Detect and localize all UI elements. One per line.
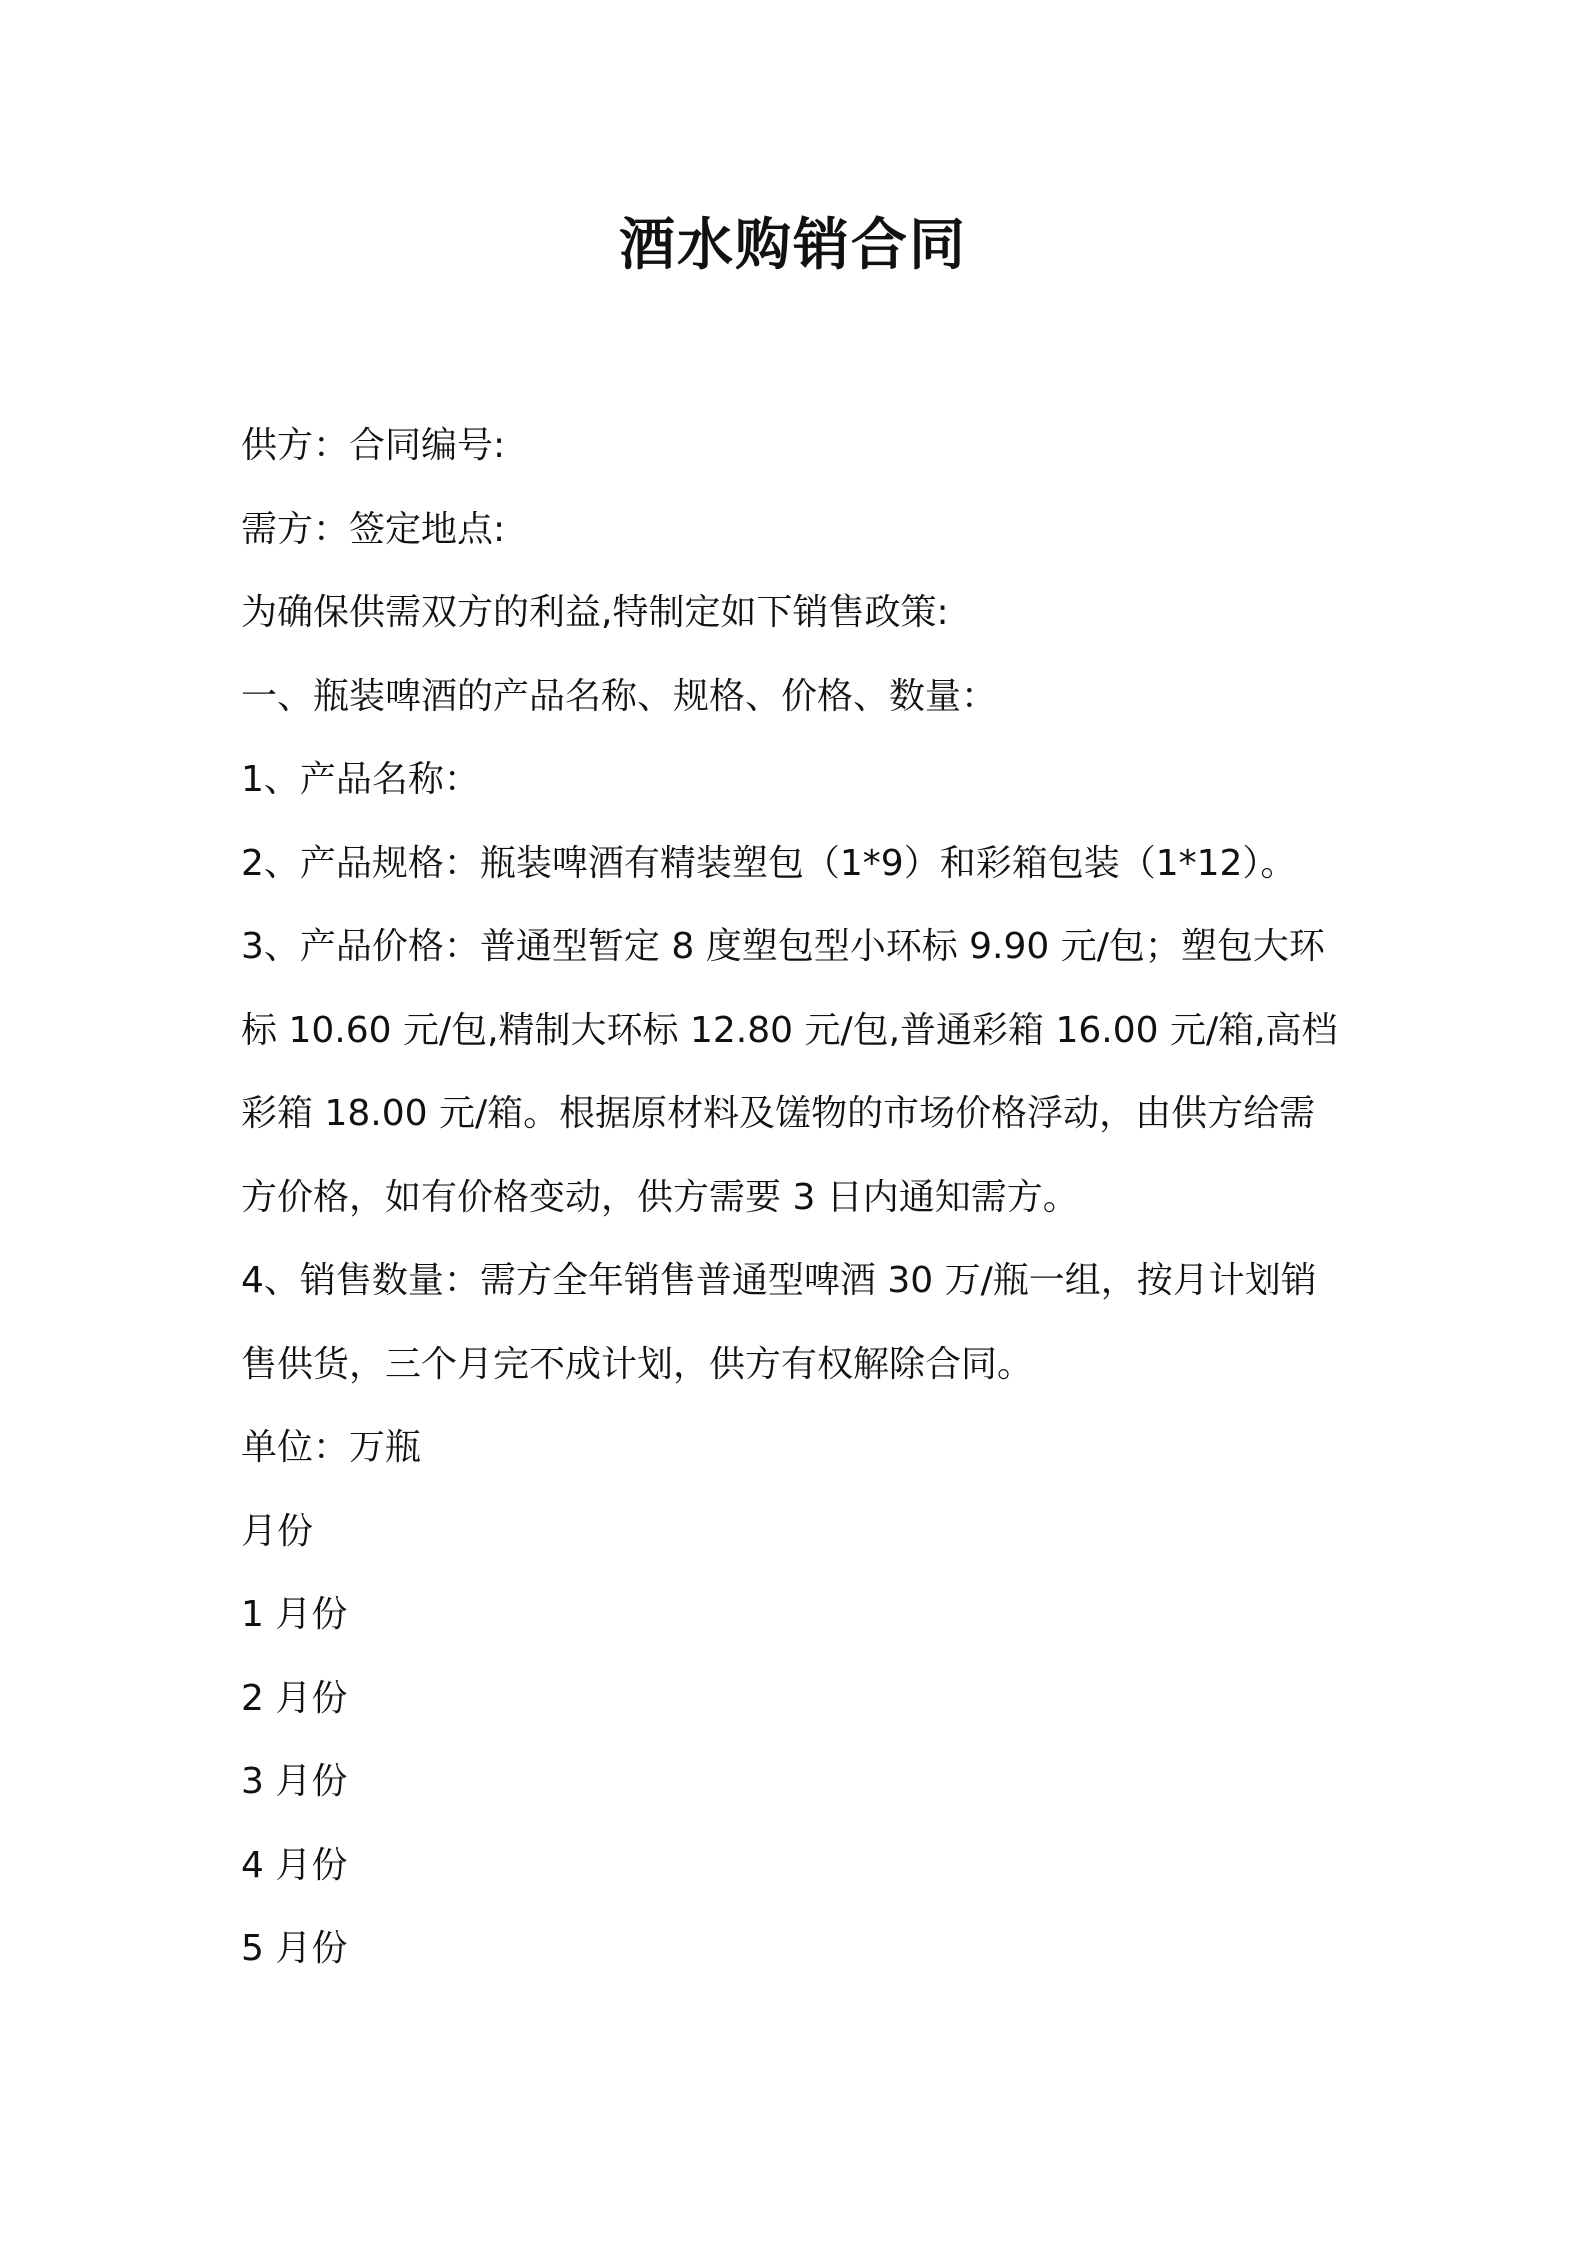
month-item: 2 月份 xyxy=(241,1677,348,1719)
clause-product-spec: 2、产品规格：瓶装啤酒有精装塑包（1*9）和彩箱包装（1*12）。 xyxy=(241,842,1297,884)
clause-product-price: 3、产品价格：普通型暂定 8 度塑包型小环标 9.90 元/包；塑包大环标 10.60 元/包,精制大环标 12.80 元/包,普通彩箱 16.00 元/箱,高档彩箱 18.00 元/箱。根据原材料及馐物的市场价格浮动，由供方给需方价格，如有价格变动，供方需要 3 日内通知需方。 xyxy=(241,926,1338,1218)
intro-paragraph: 为确保供需双方的利益,特制定如下销售政策: xyxy=(241,592,949,633)
document-body xyxy=(241,404,1351,1991)
month-item: 4 月份 xyxy=(241,1844,348,1886)
month-item: 1 月份 xyxy=(241,1594,348,1635)
clause-sales-quantity: 4、销售数量：需方全年销售普通型啤酒 30 万/瓶一组，按月计划销售供货，三个月完不成计划，供方有权解除合同。 xyxy=(241,1260,1317,1385)
month-item: 5 月份 xyxy=(241,1928,348,1969)
unit-line: 单位：万瓶 xyxy=(241,1427,422,1468)
clause-product-name: 1、产品名称： xyxy=(241,759,480,800)
buyer-line: 需方：签定地点: xyxy=(241,508,506,550)
document-title: 酒水购销合同 xyxy=(619,213,967,278)
month-header: 月份 xyxy=(241,1510,314,1552)
section-heading-1: 一、瓶装啤酒的产品名称、规格、价格、数量： xyxy=(241,675,998,717)
month-item: 3 月份 xyxy=(241,1761,348,1802)
supplier-line: 供方：合同编号: xyxy=(241,425,506,466)
